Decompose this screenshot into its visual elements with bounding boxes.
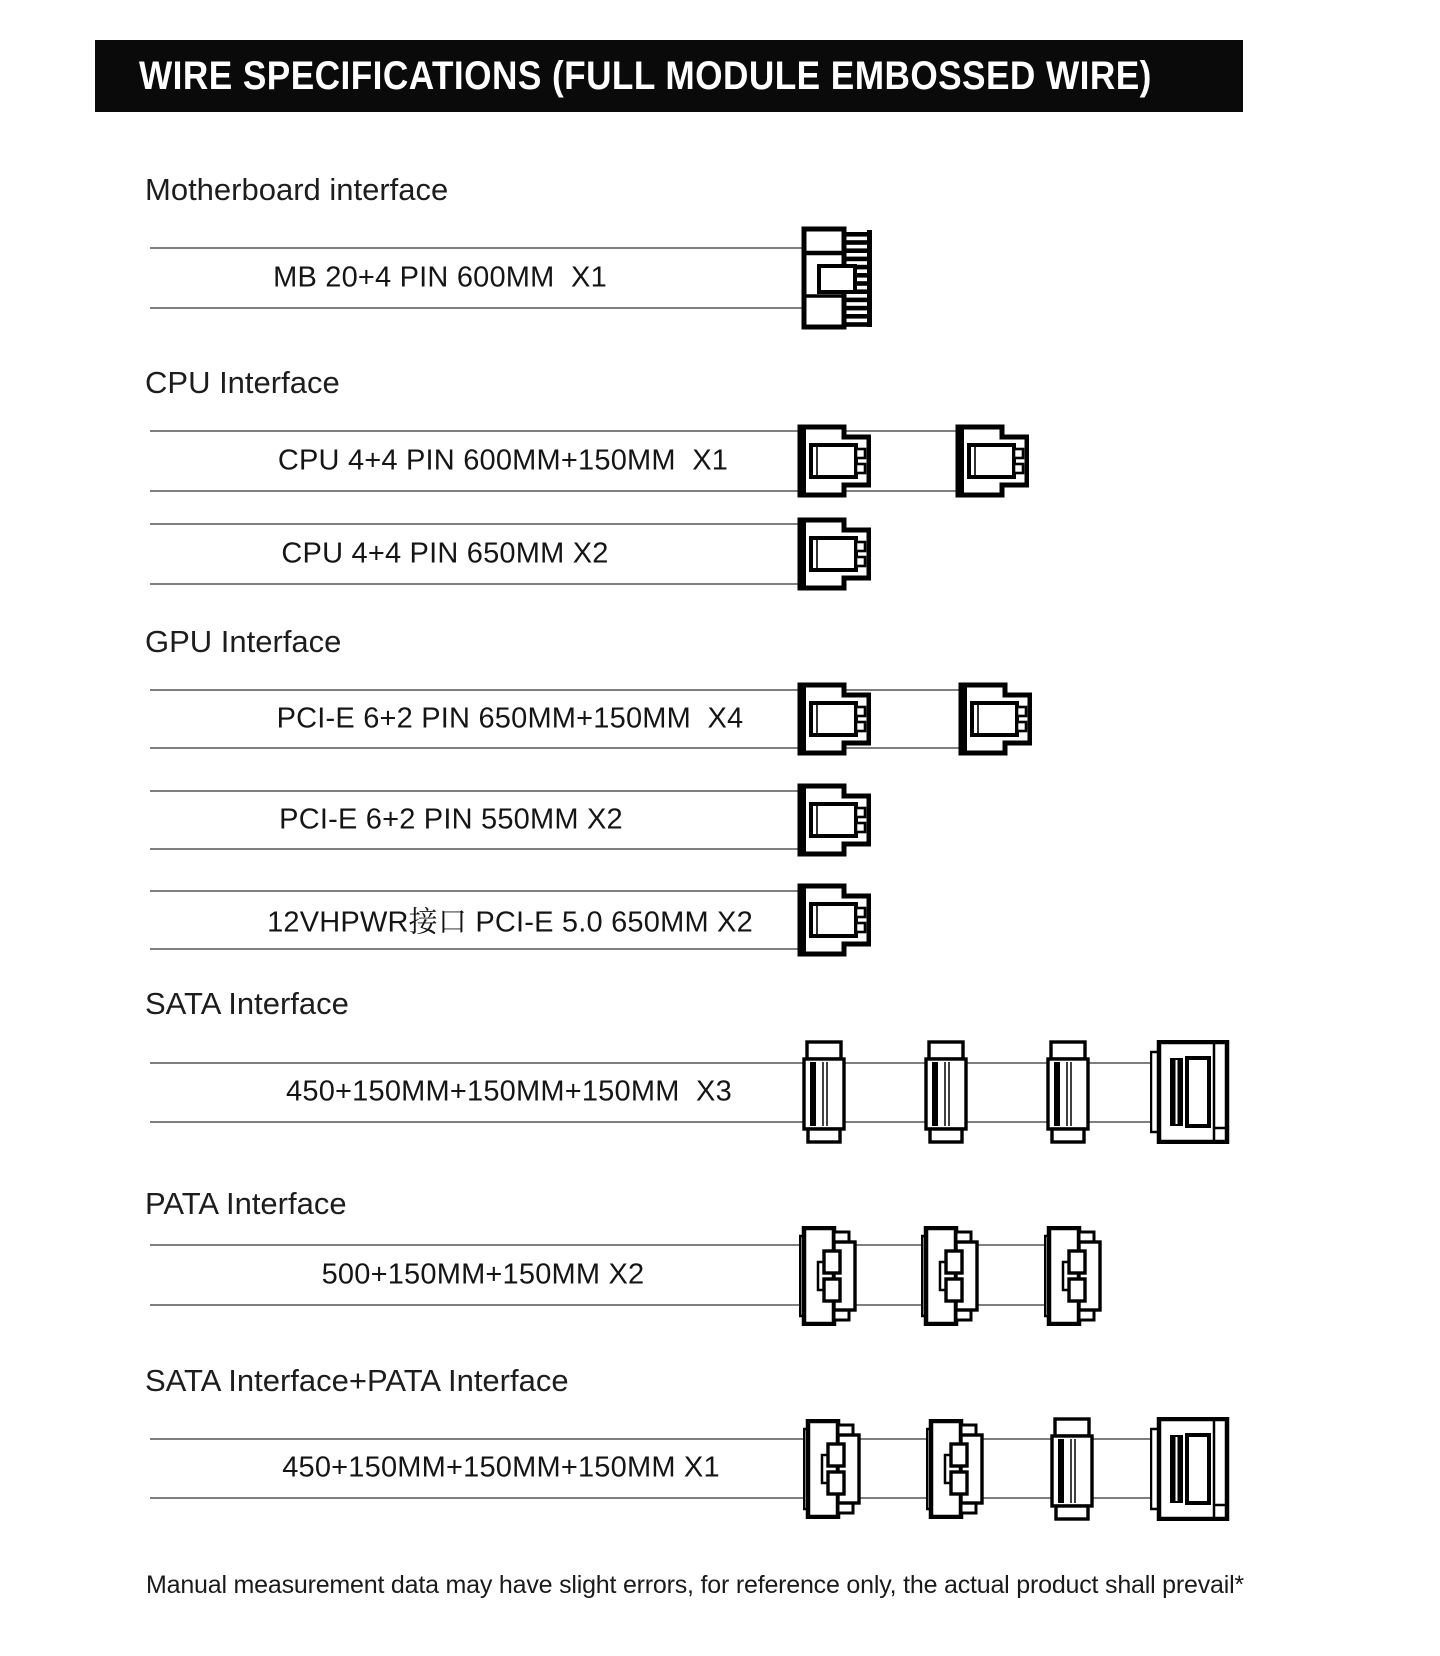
sata-connector-icon bbox=[926, 1042, 966, 1142]
connectors bbox=[800, 229, 1227, 1519]
8pin-connector-icon bbox=[800, 685, 869, 753]
8pin-connector-icon bbox=[800, 886, 869, 954]
sata-end-connector-icon bbox=[1151, 1042, 1227, 1142]
8pin-connector-icon bbox=[800, 520, 869, 588]
section-heading-cpu: CPU Interface bbox=[145, 365, 340, 400]
sata-connector-icon bbox=[1048, 1042, 1088, 1142]
wire-label-sata: 450+150MM+150MM+150MM X3 bbox=[286, 1075, 732, 1108]
wire-label-pata: 500+150MM+150MM X2 bbox=[321, 1258, 645, 1291]
wire-label-gpu-2: PCI-E 6+2 PIN 550MM X2 bbox=[279, 803, 623, 836]
8pin-connector-icon bbox=[800, 427, 869, 495]
sata-connector-icon bbox=[804, 1042, 844, 1142]
molex-connector-icon bbox=[804, 1421, 859, 1517]
wire-label-gpu-1: PCI-E 6+2 PIN 650MM+150MM X4 bbox=[276, 702, 744, 735]
8pin-connector-icon bbox=[958, 427, 1027, 495]
section-heading-gpu: GPU Interface bbox=[145, 624, 342, 659]
molex-connector-icon bbox=[922, 1228, 977, 1324]
section-heading-pata: PATA Interface bbox=[145, 1186, 347, 1221]
wire-label-cpu-2: CPU 4+4 PIN 650MM X2 bbox=[281, 537, 609, 570]
section-heading-sata: SATA Interface bbox=[145, 986, 349, 1021]
molex-connector-icon bbox=[800, 1228, 855, 1324]
atx-24pin-connector-icon bbox=[804, 229, 872, 327]
wire-label-cpu-1: CPU 4+4 PIN 600MM+150MM X1 bbox=[277, 444, 729, 477]
page-title: WIRE SPECIFICATIONS (FULL MODULE EMBOSSED WIRE) bbox=[139, 54, 1152, 98]
wire-lines bbox=[150, 248, 1195, 1498]
disclaimer-note: Manual measurement data may have slight errors, for reference only, the actual product shall prevail* bbox=[146, 1571, 1244, 1599]
wire-label-gpu-3: 12VHPWR接口 PCI-E 5.0 650MM X2 bbox=[267, 906, 753, 939]
8pin-connector-icon bbox=[961, 685, 1030, 753]
sata-connector-icon bbox=[1052, 1419, 1092, 1519]
sata-end-connector-icon bbox=[1151, 1419, 1227, 1519]
8pin-connector-icon bbox=[800, 786, 869, 854]
molex-connector-icon bbox=[927, 1421, 982, 1517]
section-heading-sata-pata: SATA Interface+PATA Interface bbox=[145, 1363, 569, 1398]
wire-label-sata-pata: 450+150MM+150MM+150MM X1 bbox=[282, 1451, 720, 1484]
molex-connector-icon bbox=[1045, 1228, 1100, 1324]
wire-label-mb: MB 20+4 PIN 600MM X1 bbox=[273, 261, 607, 294]
section-heading-motherboard: Motherboard interface bbox=[145, 172, 449, 207]
